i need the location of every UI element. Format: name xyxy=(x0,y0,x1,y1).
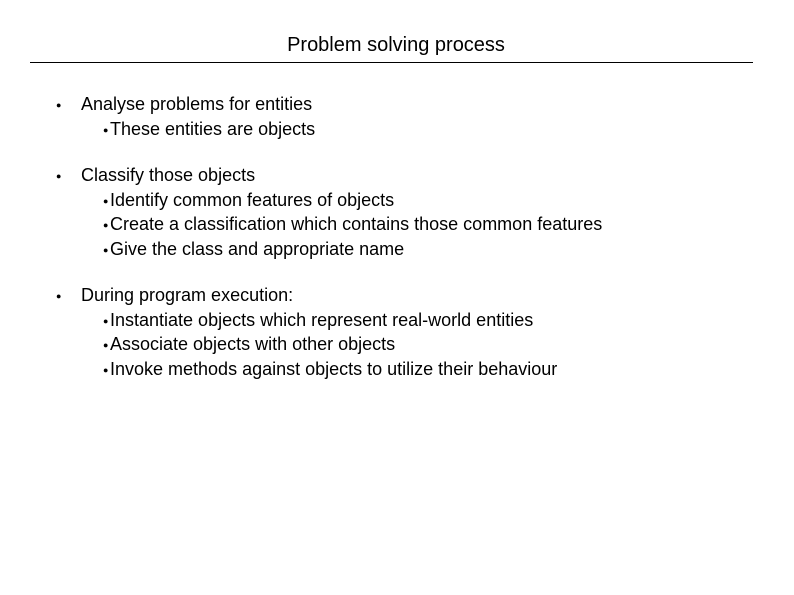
slide-title: Problem solving process xyxy=(287,34,505,56)
sub-bullet-item xyxy=(56,357,776,382)
sub-bullet-item xyxy=(56,212,776,237)
title-divider xyxy=(30,62,753,63)
bullet-dot-icon: ● xyxy=(103,124,109,135)
sub-bullet-text: Identify common features of objects xyxy=(110,189,395,210)
bullet-dot-icon: ● xyxy=(103,195,109,206)
bullet-item xyxy=(56,283,776,308)
sub-bullet-item xyxy=(56,237,776,262)
sub-bullet-text: Instantiate objects which represent real-world entities xyxy=(110,309,534,330)
sub-bullet-text: Give the class and appropriate name xyxy=(110,238,405,259)
bullet-group xyxy=(56,163,776,261)
bullet-list xyxy=(56,92,776,403)
sub-bullet-item xyxy=(56,308,776,333)
sub-bullet-text: Associate objects with other objects xyxy=(110,334,396,354)
bullet-dot-icon: ● xyxy=(103,220,109,230)
sub-bullet-item xyxy=(56,332,776,357)
bullet-dot-icon: ● xyxy=(56,171,62,181)
sub-bullet-item xyxy=(56,117,776,142)
bullet-text: Analyse problems for entities xyxy=(81,94,313,114)
sub-bullet-text: These entities are objects xyxy=(110,118,316,139)
bullet-group xyxy=(56,283,776,381)
bullet-item xyxy=(56,163,776,188)
bullet-text: Classify those objects xyxy=(81,165,256,185)
bullet-dot-icon: ● xyxy=(103,340,109,350)
sub-bullet-text: Create a classification which contains those common features xyxy=(110,214,603,234)
sub-bullet-item xyxy=(56,188,776,213)
bullet-dot-icon: ● xyxy=(103,315,109,326)
bullet-dot-icon: ● xyxy=(103,364,109,375)
sub-bullet-text: Invoke methods against objects to utilize their behaviour xyxy=(110,358,558,379)
bullet-dot-icon: ● xyxy=(56,100,62,110)
bullet-dot-icon: ● xyxy=(103,244,109,255)
bullet-text: During program execution: xyxy=(81,285,294,305)
bullet-group xyxy=(56,92,776,141)
bullet-item xyxy=(56,92,776,117)
bullet-dot-icon: ● xyxy=(56,291,62,301)
